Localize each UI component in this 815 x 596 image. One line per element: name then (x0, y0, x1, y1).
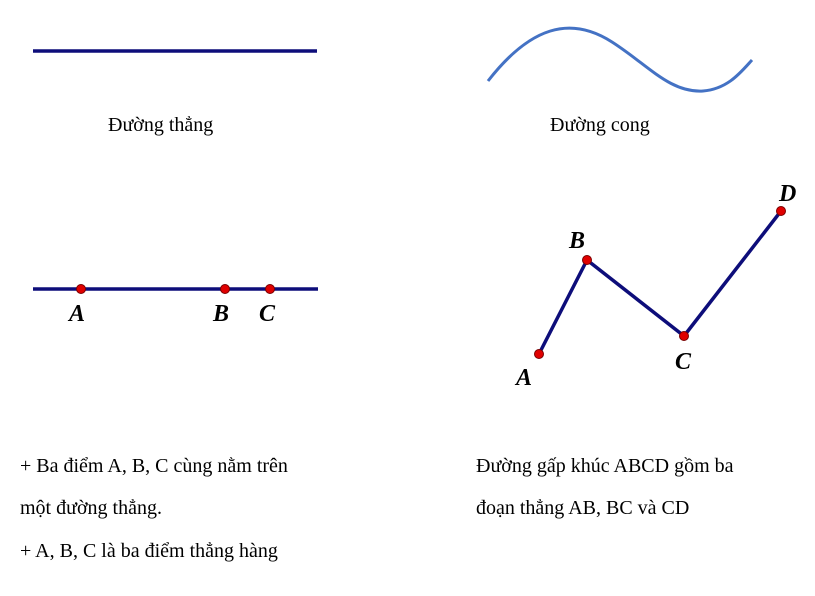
polyline-label-d: D (779, 181, 797, 207)
polyline-point-c (680, 332, 689, 341)
curve-caption: Đường cong (550, 114, 650, 136)
polyline-point-d (777, 207, 786, 216)
polyline-point-a (535, 350, 544, 359)
polyline-text-line-1: Đường gấp khúc ABCD gồm ba (476, 455, 734, 477)
collinear-label-c: C (259, 301, 276, 327)
polyline-label-c: C (675, 349, 692, 375)
polyline-label-a: A (516, 365, 533, 391)
straight-line-caption: Đường thẳng (108, 114, 214, 136)
collinear-point-a (77, 285, 86, 294)
polyline-label-b: B (569, 228, 586, 254)
collinear-label-a: A (69, 301, 86, 327)
collinear-label-b: B (213, 301, 230, 327)
collinear-point-c (266, 285, 275, 294)
curve-line (488, 28, 752, 91)
collinear-text-line-3: + A, B, C là ba điểm thẳng hàng (20, 540, 278, 562)
collinear-point-b (221, 285, 230, 294)
collinear-text-line-1: + Ba điểm A, B, C cùng nằm trên (20, 455, 288, 477)
polyline-point-b (583, 256, 592, 265)
collinear-text-line-2: một đường thẳng. (20, 497, 162, 519)
polyline-text-line-2: đoạn thẳng AB, BC và CD (476, 497, 690, 519)
